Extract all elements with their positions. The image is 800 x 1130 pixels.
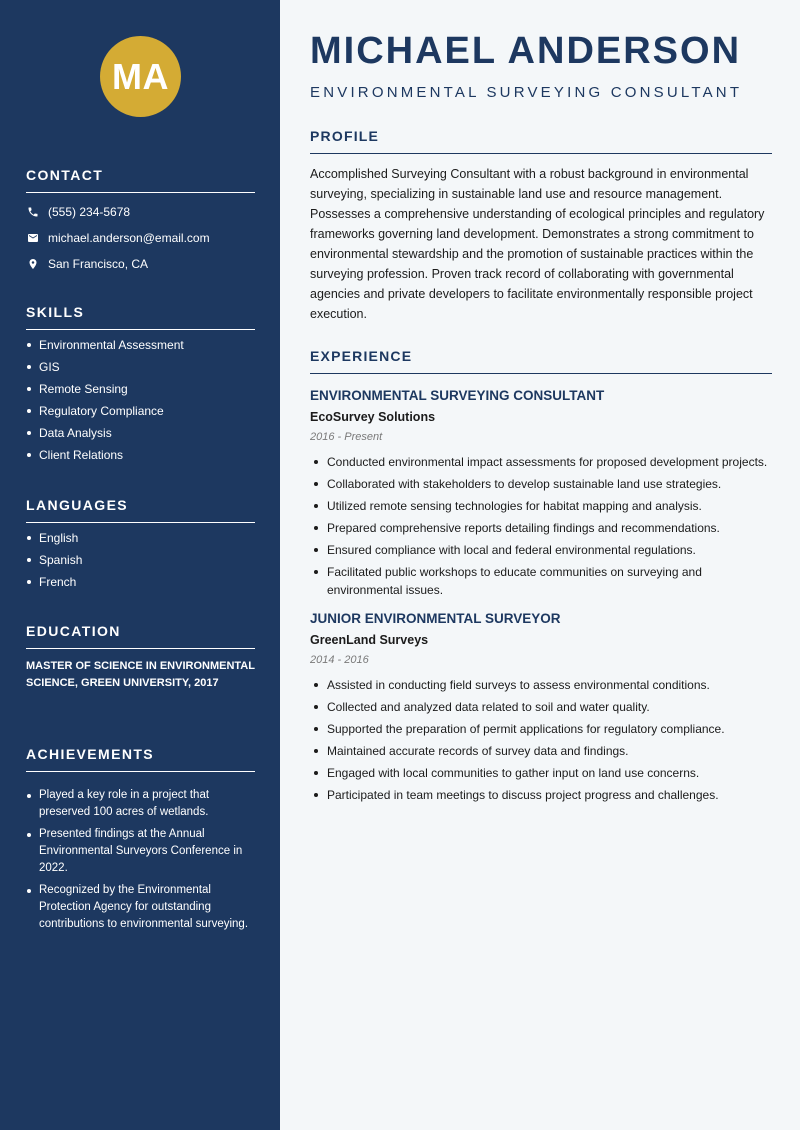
contact-heading: CONTACT [26,167,255,193]
skill-item: GIS [26,359,255,375]
phone-icon [26,205,40,219]
location-text: San Francisco, CA [48,257,149,271]
achievements-heading: ACHIEVEMENTS [26,746,255,772]
languages-section [26,497,255,596]
skill-item: Remote Sensing [26,381,255,397]
job-company: EcoSurvey Solutions [310,410,436,424]
job-bullet: Maintained accurate records of survey data and findings. [310,742,772,760]
job-title: ENVIRONMENTAL SURVEYING CONSULTANT [310,388,605,403]
sidebar [0,0,280,1130]
job-bullet: Collaborated with stakeholders to develop sustainable land use strategies. [310,475,772,493]
education-section [26,623,255,692]
achievement-item: Played a key role in a project that preserved 100 acres of wetlands. [26,787,255,821]
skill-item: Regulatory Compliance [26,403,255,419]
language-item: English [26,530,255,546]
job-company: GreenLand Surveys [310,633,429,647]
job-bullet: Conducted environmental impact assessments for proposed development projects. [310,453,772,471]
languages-heading: LANGUAGES [26,497,255,523]
achievements-section [26,746,255,938]
location-pin-icon [26,257,40,271]
skills-heading: SKILLS [26,304,255,330]
profile-section [310,128,772,324]
email-icon [26,231,40,245]
job-entry [310,388,772,599]
job-entry [310,611,772,804]
experience-section [310,348,772,808]
skill-item: Client Relations [26,447,255,463]
job-bullet: Facilitated public workshops to educate communities on surveying and environmental issues. [310,563,772,599]
job-dates: 2016 - Present [310,431,383,443]
job-bullet: Engaged with local communities to gather input on land use concerns. [310,764,772,782]
avatar: MA [100,36,181,117]
contact-location [26,251,255,277]
job-bullet: Participated in team meetings to discuss project progress and challenges. [310,786,772,804]
language-item: French [26,574,255,590]
experience-heading: EXPERIENCE [310,348,772,374]
job-bullet: Assisted in conducting field surveys to assess environmental conditions. [310,676,772,694]
achievement-item: Presented findings at the Annual Environmental Surveyors Conference in 2022. [26,826,255,877]
job-bullet: Prepared comprehensive reports detailing findings and recommendations. [310,519,772,537]
education-heading: EDUCATION [26,623,255,649]
job-bullet: Ensured compliance with local and federal environmental regulations. [310,541,772,559]
profile-heading: PROFILE [310,128,772,154]
job-dates: 2014 - 2016 [310,654,369,666]
job-bullet: Supported the preparation of permit applications for regulatory compliance. [310,720,772,738]
language-item: Spanish [26,552,255,568]
job-title: JUNIOR ENVIRONMENTAL SURVEYOR [310,611,561,626]
profile-text: Accomplished Surveying Consultant with a robust background in environmental surveying, specializing in sustainable land use and resource management. Possesses a comprehensive understanding of ecological principles and regulatory frameworks governing land development. Demonstrates a strong commitment to environmental stewardship and the promotion of sustainable practices within the surveying profession. Proven track record of collaborating with governmental agencies and private developers to facilitate environmentally responsible project execution. [310,167,765,321]
candidate-name: MICHAEL ANDERSON [310,30,742,72]
achievement-item: Recognized by the Environmental Protection Agency for outstanding contributions to environmental surveying. [26,882,255,933]
job-bullet: Utilized remote sensing technologies for habitat mapping and analysis. [310,497,772,515]
contact-phone [26,199,255,225]
email-text: michael.anderson@email.com [48,231,210,245]
education-degree: MASTER OF SCIENCE IN ENVIRONMENTAL SCIENCE, GREEN UNIVERSITY, 2017 [26,660,255,689]
contact-section [26,167,255,277]
skills-section [26,304,255,469]
skill-item: Environmental Assessment [26,337,255,353]
skill-item: Data Analysis [26,425,255,441]
phone-text: (555) 234-5678 [48,205,131,219]
candidate-title: ENVIRONMENTAL SURVEYING CONSULTANT [310,84,743,101]
job-bullet: Collected and analyzed data related to soil and water quality. [310,698,772,716]
contact-email [26,225,255,251]
